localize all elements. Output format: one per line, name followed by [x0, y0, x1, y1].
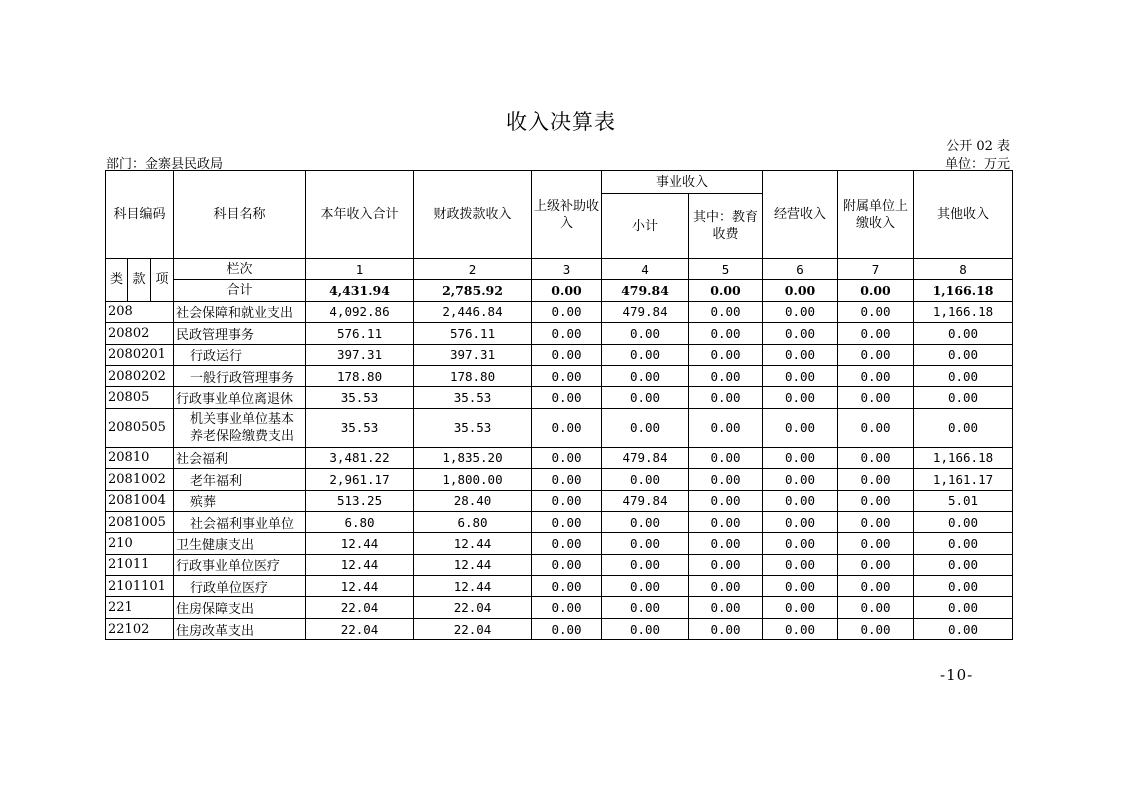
row-code: 221: [106, 597, 174, 618]
row-value: 4,092.86: [306, 301, 414, 322]
row-value: 12.44: [414, 576, 532, 597]
total-value: 2,785.92: [414, 280, 532, 301]
header-subject-code: 科目编码: [106, 171, 174, 259]
row-value: 397.31: [414, 344, 532, 365]
row-code: 20805: [106, 387, 174, 408]
row-value: 0.00: [602, 533, 689, 554]
row-value: 0.00: [602, 408, 689, 447]
row-value: 0.00: [838, 576, 914, 597]
row-code: 210: [106, 533, 174, 554]
row-value: 1,161.17: [914, 469, 1013, 490]
row-value: 0.00: [838, 365, 914, 386]
row-value: 0.00: [689, 554, 763, 575]
header-operating: 经营收入: [763, 171, 838, 259]
row-value: 0.00: [532, 511, 602, 532]
table-row: [106, 469, 1013, 490]
row-value: 1,166.18: [914, 447, 1013, 468]
row-value: 0.00: [602, 323, 689, 344]
row-value: 0.00: [914, 323, 1013, 344]
row-value: 0.00: [689, 576, 763, 597]
row-value: 12.44: [414, 554, 532, 575]
row-value: 0.00: [532, 576, 602, 597]
row-code: 2080505: [106, 408, 174, 447]
row-value: 0.00: [763, 511, 838, 532]
row-value: 1,800.00: [414, 469, 532, 490]
row-value: 0.00: [914, 408, 1013, 447]
row-value: 0.00: [689, 597, 763, 618]
row-value: 22.04: [306, 597, 414, 618]
table-row: [106, 490, 1013, 511]
row-value: 0.00: [532, 408, 602, 447]
row-value: 12.44: [306, 533, 414, 554]
row-value: 0.00: [689, 490, 763, 511]
col-number: 5: [689, 259, 763, 280]
department-label: 部门：金寨县民政局: [106, 157, 224, 172]
row-value: 0.00: [838, 387, 914, 408]
row-value: 576.11: [306, 323, 414, 344]
total-value: 0.00: [838, 280, 914, 301]
row-value: 6.80: [414, 511, 532, 532]
row-value: 35.53: [306, 387, 414, 408]
row-value: 0.00: [602, 387, 689, 408]
row-value: 0.00: [689, 618, 763, 639]
col-number: 8: [914, 259, 1013, 280]
row-name: 住房保障支出: [174, 597, 306, 618]
row-value: 0.00: [763, 597, 838, 618]
row-value: 0.00: [602, 618, 689, 639]
row-value: 0.00: [532, 597, 602, 618]
row-value: 0.00: [838, 554, 914, 575]
row-value: 35.53: [306, 408, 414, 447]
row-value: 0.00: [838, 490, 914, 511]
row-value: 0.00: [689, 323, 763, 344]
row-value: 2,961.17: [306, 469, 414, 490]
row-value: 0.00: [763, 469, 838, 490]
row-value: 0.00: [763, 408, 838, 447]
row-value: 0.00: [838, 469, 914, 490]
row-value: 0.00: [838, 408, 914, 447]
row-code: 2081002: [106, 469, 174, 490]
header-column-row: 栏次: [174, 259, 306, 280]
table-row: [106, 323, 1013, 344]
row-value: 0.00: [532, 618, 602, 639]
header-subject-name: 科目名称: [174, 171, 306, 259]
row-value: 1,166.18: [914, 301, 1013, 322]
row-code: 2080202: [106, 365, 174, 386]
row-value: 2,446.84: [414, 301, 532, 322]
col-number: 1: [306, 259, 414, 280]
row-code: 20802: [106, 323, 174, 344]
row-value: 0.00: [532, 533, 602, 554]
row-code: 2080201: [106, 344, 174, 365]
row-code: 2101101: [106, 576, 174, 597]
col-number: 4: [602, 259, 689, 280]
row-name: 殡葬: [174, 490, 306, 511]
row-value: 0.00: [532, 365, 602, 386]
row-value: 178.80: [306, 365, 414, 386]
table-row: [106, 365, 1013, 386]
row-value: 0.00: [763, 387, 838, 408]
row-value: 0.00: [602, 511, 689, 532]
row-value: 0.00: [914, 387, 1013, 408]
row-value: 0.00: [838, 301, 914, 322]
row-value: 0.00: [689, 387, 763, 408]
row-value: 0.00: [532, 387, 602, 408]
row-name: 一般行政管理事务: [174, 365, 306, 386]
row-value: 0.00: [838, 597, 914, 618]
row-value: 397.31: [306, 344, 414, 365]
row-name: 机关事业单位基本养老保险缴费支出: [174, 408, 306, 447]
row-value: 0.00: [532, 469, 602, 490]
row-value: 0.00: [838, 344, 914, 365]
table-row: [106, 597, 1013, 618]
row-value: 513.25: [306, 490, 414, 511]
table-row: [106, 554, 1013, 575]
row-value: 479.84: [602, 301, 689, 322]
table-row: [106, 387, 1013, 408]
row-value: 479.84: [602, 490, 689, 511]
total-value: 0.00: [532, 280, 602, 301]
row-name: 民政管理事务: [174, 323, 306, 344]
row-value: 1,835.20: [414, 447, 532, 468]
row-value: 0.00: [763, 301, 838, 322]
row-code: 22102: [106, 618, 174, 639]
row-name: 老年福利: [174, 469, 306, 490]
row-value: 0.00: [602, 344, 689, 365]
row-value: 0.00: [763, 554, 838, 575]
row-value: 0.00: [689, 533, 763, 554]
row-value: 0.00: [532, 447, 602, 468]
row-name: 行政事业单位离退休: [174, 387, 306, 408]
col-number: 7: [838, 259, 914, 280]
row-value: 0.00: [763, 447, 838, 468]
table-row: [106, 511, 1013, 532]
income-table: [105, 170, 1013, 640]
row-value: 0.00: [689, 447, 763, 468]
row-value: 0.00: [763, 533, 838, 554]
header-lei: 类: [106, 259, 128, 302]
row-code: 2081004: [106, 490, 174, 511]
row-value: 0.00: [532, 344, 602, 365]
row-value: 22.04: [414, 597, 532, 618]
row-value: 0.00: [838, 618, 914, 639]
row-value: 0.00: [763, 323, 838, 344]
row-value: 22.04: [306, 618, 414, 639]
row-value: 0.00: [838, 533, 914, 554]
row-value: 0.00: [532, 490, 602, 511]
row-value: 0.00: [914, 554, 1013, 575]
row-value: 12.44: [306, 554, 414, 575]
row-value: 178.80: [414, 365, 532, 386]
row-value: 479.84: [602, 447, 689, 468]
row-code: 21011: [106, 554, 174, 575]
total-value: 4,431.94: [306, 280, 414, 301]
header-kuan: 款: [128, 259, 151, 302]
row-value: 0.00: [914, 597, 1013, 618]
row-value: 0.00: [689, 408, 763, 447]
row-value: 0.00: [602, 576, 689, 597]
row-value: 0.00: [602, 554, 689, 575]
row-value: 0.00: [914, 365, 1013, 386]
header-xiang: 项: [151, 259, 174, 302]
header-career-income: 事业收入: [602, 171, 763, 194]
row-name: 社会保障和就业支出: [174, 301, 306, 322]
row-value: 5.01: [914, 490, 1013, 511]
row-value: 0.00: [914, 576, 1013, 597]
row-value: 0.00: [689, 469, 763, 490]
row-value: 0.00: [838, 447, 914, 468]
row-value: 6.80: [306, 511, 414, 532]
row-value: 0.00: [763, 576, 838, 597]
row-value: 0.00: [689, 511, 763, 532]
row-name: 社会福利: [174, 447, 306, 468]
row-name: 卫生健康支出: [174, 533, 306, 554]
col-number: 6: [763, 259, 838, 280]
unit-label: 单位：万元: [944, 157, 1010, 172]
row-code: 2081005: [106, 511, 174, 532]
row-name: 行政运行: [174, 344, 306, 365]
table-row: [106, 618, 1013, 639]
row-value: 0.00: [838, 323, 914, 344]
table-body: [106, 301, 1013, 639]
total-value: 479.84: [602, 280, 689, 301]
header-other: 其他收入: [914, 171, 1013, 259]
row-value: 12.44: [414, 533, 532, 554]
table-row: [106, 301, 1013, 322]
page-title: 收入决算表: [506, 110, 616, 134]
header-total-income: 本年收入合计: [306, 171, 414, 259]
row-value: 12.44: [306, 576, 414, 597]
row-name: 行政单位医疗: [174, 576, 306, 597]
row-value: 0.00: [602, 597, 689, 618]
header-edu-fee: 其中：教育收费: [689, 194, 763, 259]
table-row: [106, 447, 1013, 468]
header-fiscal: 财政拨款收入: [414, 171, 532, 259]
table-row: [106, 576, 1013, 597]
header-superior-subsidy: 上级补助收入: [532, 171, 602, 259]
row-value: 0.00: [838, 511, 914, 532]
col-number: 3: [532, 259, 602, 280]
row-code: 20810: [106, 447, 174, 468]
row-value: 0.00: [914, 533, 1013, 554]
header-affiliated: 附属单位上缴收入: [838, 171, 914, 259]
row-value: 0.00: [532, 301, 602, 322]
row-value: 0.00: [689, 344, 763, 365]
row-value: 0.00: [763, 344, 838, 365]
col-number: 2: [414, 259, 532, 280]
row-value: 0.00: [763, 490, 838, 511]
row-code: 208: [106, 301, 174, 322]
row-value: 35.53: [414, 387, 532, 408]
table-row: [106, 408, 1013, 447]
row-value: 0.00: [602, 365, 689, 386]
row-value: 3,481.22: [306, 447, 414, 468]
row-value: 28.40: [414, 490, 532, 511]
table-row: [106, 344, 1013, 365]
row-value: 0.00: [914, 511, 1013, 532]
row-value: 0.00: [689, 365, 763, 386]
total-row-label: 合计: [174, 280, 306, 301]
row-value: 0.00: [914, 344, 1013, 365]
table-row: [106, 533, 1013, 554]
row-value: 22.04: [414, 618, 532, 639]
row-value: 0.00: [914, 618, 1013, 639]
page-number: -10-: [940, 666, 974, 684]
row-name: 行政事业单位医疗: [174, 554, 306, 575]
row-value: 0.00: [532, 554, 602, 575]
row-value: 0.00: [532, 323, 602, 344]
total-value: 1,166.18: [914, 280, 1013, 301]
row-name: 住房改革支出: [174, 618, 306, 639]
row-value: 576.11: [414, 323, 532, 344]
row-value: 0.00: [763, 618, 838, 639]
header-subtotal: 小计: [602, 194, 689, 259]
row-value: 0.00: [689, 301, 763, 322]
total-value: 0.00: [689, 280, 763, 301]
form-number: 公开 02 表: [946, 139, 1010, 154]
row-value: 35.53: [414, 408, 532, 447]
row-name: 社会福利事业单位: [174, 511, 306, 532]
row-value: 0.00: [602, 469, 689, 490]
total-value: 0.00: [763, 280, 838, 301]
row-value: 0.00: [763, 365, 838, 386]
